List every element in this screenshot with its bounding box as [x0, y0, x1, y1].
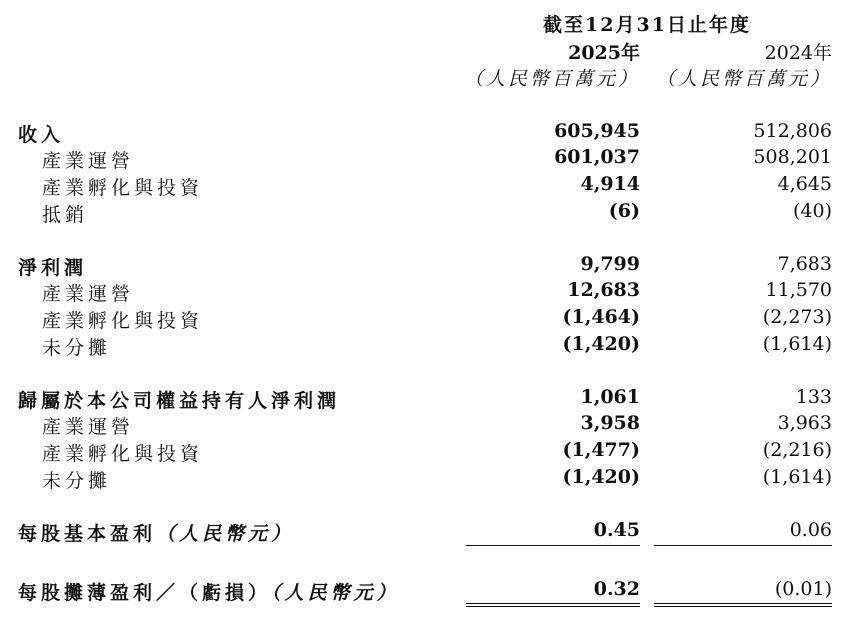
value-previous: (0.01): [774, 578, 832, 600]
period-header: 截至12月31日止年度: [543, 14, 751, 36]
net-profit-row: [0, 253, 856, 279]
row-label: 歸屬於本公司權益持有人淨利潤: [18, 390, 341, 412]
value-previous: (1,614): [762, 333, 832, 355]
revenue-row: [0, 120, 856, 146]
attributable-incubation-investment-row: [0, 439, 856, 465]
divider-line: [654, 545, 832, 546]
row-label: 未分攤: [42, 337, 112, 359]
row-label: [18, 519, 294, 546]
net-profit-incubation-investment-row: [0, 306, 856, 332]
value-previous: 7,683: [777, 253, 832, 275]
value-previous: (2,216): [762, 439, 832, 461]
value-current: 9,799: [580, 253, 640, 275]
value-previous: 11,570: [765, 279, 832, 301]
basic-eps-row: [0, 519, 856, 545]
double-underline: [466, 603, 640, 607]
row-label: 產業孵化與投資: [42, 177, 204, 199]
value-current: 4,914: [580, 173, 640, 195]
value-previous: 512,806: [753, 120, 832, 142]
double-underline: [654, 603, 832, 607]
value-current: 1,061: [580, 386, 640, 408]
diluted-eps-row: [0, 578, 856, 604]
value-previous: 0.06: [789, 519, 832, 541]
attributable-net-profit-row: [0, 386, 856, 412]
row-label: [18, 578, 400, 605]
revenue-industry-operations-row: [0, 146, 856, 172]
row-label: 產業運營: [42, 416, 135, 438]
row-label: 收入: [18, 124, 65, 146]
value-current: 3,958: [580, 412, 640, 434]
row-label: 產業運營: [42, 283, 135, 305]
row-label: 產業孵化與投資: [42, 310, 204, 332]
divider-line: [466, 545, 640, 546]
row-label-text: 每股基本盈利: [18, 523, 157, 545]
revenue-elimination-row: [0, 200, 856, 226]
value-current: (1,464): [562, 306, 640, 328]
row-label: 未分攤: [42, 470, 112, 492]
value-current: (6): [608, 200, 640, 222]
row-label-unit: （人民幣元）: [156, 523, 295, 545]
net-profit-unallocated-row: [0, 333, 856, 359]
unit-previous-header: （人民幣百萬元）: [655, 68, 832, 90]
value-current: 0.32: [593, 578, 640, 600]
attributable-unallocated-row: [0, 466, 856, 492]
value-current: (1,477): [562, 439, 640, 461]
value-previous: (40): [792, 200, 832, 222]
value-current: (1,420): [562, 333, 640, 355]
revenue-incubation-investment-row: [0, 173, 856, 199]
value-previous: 508,201: [753, 146, 832, 168]
net-profit-industry-operations-row: [0, 279, 856, 305]
row-label: 淨利潤: [18, 257, 88, 279]
value-current: 605,945: [554, 120, 640, 142]
row-label: 產業運營: [42, 150, 135, 172]
value-current: 601,037: [554, 146, 640, 168]
row-label: 產業孵化與投資: [42, 443, 204, 465]
value-previous: (2,273): [762, 306, 832, 328]
value-previous: (1,614): [762, 466, 832, 488]
value-current: (1,420): [562, 466, 640, 488]
unit-current-header: （人民幣百萬元）: [463, 68, 640, 90]
row-label: 抵銷: [42, 204, 89, 226]
value-previous: 4,645: [777, 173, 832, 195]
attributable-industry-operations-row: [0, 412, 856, 438]
row-label-text: 每股攤薄盈利／（虧損）: [18, 582, 272, 604]
value-previous: 133: [795, 386, 832, 408]
value-current: 0.45: [593, 519, 640, 541]
value-current: 12,683: [567, 279, 640, 301]
year-previous-header: 2024年: [764, 42, 832, 64]
year-current-header: 2025年: [568, 42, 640, 64]
row-label-unit: （人民幣元）: [271, 582, 400, 604]
value-previous: 3,963: [777, 412, 832, 434]
